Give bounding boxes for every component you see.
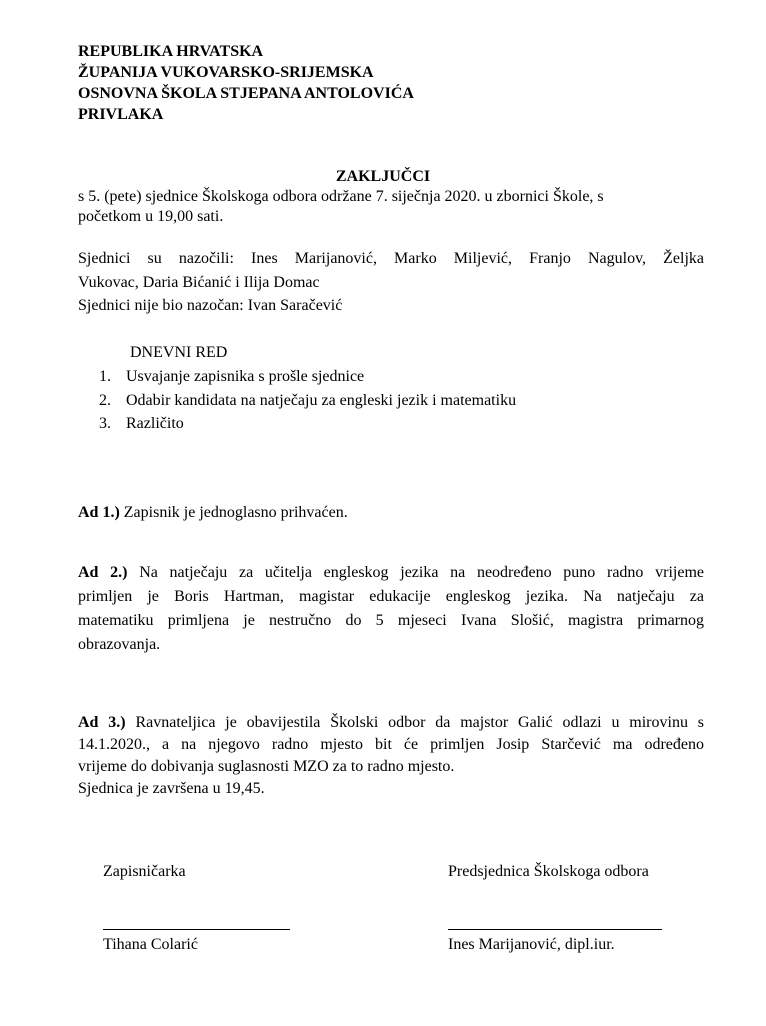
attendance-present-line-2: Vukovac, Daria Bićanić i Ilija Domac xyxy=(78,274,320,291)
ad3-label: Ad 3.) xyxy=(78,714,126,731)
ad2-line-4: obrazovanja. xyxy=(78,636,161,653)
agenda-heading: DNEVNI RED xyxy=(130,344,228,361)
signature-left-role: Zapisničarka xyxy=(103,863,186,880)
ad3-paragraph xyxy=(78,712,704,778)
agenda-item-1-text: Usvajanje zapisnika s prošle sjednice xyxy=(126,368,365,385)
ad3-line-1 xyxy=(78,712,704,734)
document-title: ZAKLJUČCI xyxy=(335,168,431,185)
signature-right-line xyxy=(448,929,662,930)
ad2-paragraph xyxy=(78,561,704,657)
header-county: ŽUPANIJA VUKOVARSKO-SRIJEMSKA xyxy=(78,64,374,81)
ad2-line-1 xyxy=(78,561,704,585)
ad2-label: Ad 2.) xyxy=(78,564,128,581)
ad3-line-3: vrijeme do dobivanja suglasnosti MZO za to radno mjesto. xyxy=(78,758,455,775)
signature-left-name: Tihana Colarić xyxy=(103,936,198,953)
ad1-text: Zapisnik je jednoglasno prihvaćen. xyxy=(123,504,348,521)
agenda-item-3-number: 3. xyxy=(99,415,111,432)
attendance-absent: Sjednici nije bio nazočan: Ivan Saračević xyxy=(78,297,343,314)
header-school: OSNOVNA ŠKOLA STJEPANA ANTOLOVIĆA xyxy=(78,85,414,102)
signature-left-line xyxy=(103,929,290,930)
session-closing: Sjednica je završena u 19,45. xyxy=(78,780,265,797)
intro-line-1: s 5. (pete) sjednice Školskoga odbora održane 7. siječnja 2020. u zbornici Škole, s xyxy=(78,188,604,205)
ad2-line-3: matematiku primljena je nestručno do 5 mjeseci Ivana Slošić, magistra primarnog xyxy=(78,612,704,629)
header-country: REPUBLIKA HRVATSKA xyxy=(78,43,264,60)
ad3-line-1-text: Ravnateljica je obavijestila Školski odbor da majstor Galić odlazi u mirovinu s xyxy=(135,714,705,731)
header-place: PRIVLAKA xyxy=(78,106,164,123)
agenda-item-3-text: Različito xyxy=(126,415,184,432)
attendance-present-line-1: Sjednici su nazočili: Ines Marijanović, Marko Miljević, Franjo Nagulov, Željka xyxy=(78,250,704,267)
agenda-item-2-number: 2. xyxy=(99,392,111,409)
ad1-label: Ad 1.) xyxy=(78,504,120,521)
signature-right-name: Ines Marijanović, dipl.iur. xyxy=(448,936,615,953)
agenda-item-1-number: 1. xyxy=(99,368,111,385)
agenda-item-2-text: Odabir kandidata na natječaju za engleski jezik i matematiku xyxy=(126,392,517,409)
signature-right-role: Predsjednica Školskoga odbora xyxy=(448,863,649,880)
ad2-line-2: primljen je Boris Hartman, magistar edukacije engleskog jezika. Na natječaju za xyxy=(78,588,704,605)
attendance-paragraph xyxy=(78,247,704,295)
ad1-paragraph xyxy=(78,503,348,523)
ad2-line-1-text: Na natječaju za učitelja engleskog jezika na neodređeno puno radno vrijeme xyxy=(139,564,704,581)
intro-line-2: početkom u 19,00 sati. xyxy=(78,208,224,225)
ad3-line-2: 14.1.2020., a na njegovo radno mjesto bit će primljen Josip Starčević ma određeno xyxy=(78,736,704,753)
